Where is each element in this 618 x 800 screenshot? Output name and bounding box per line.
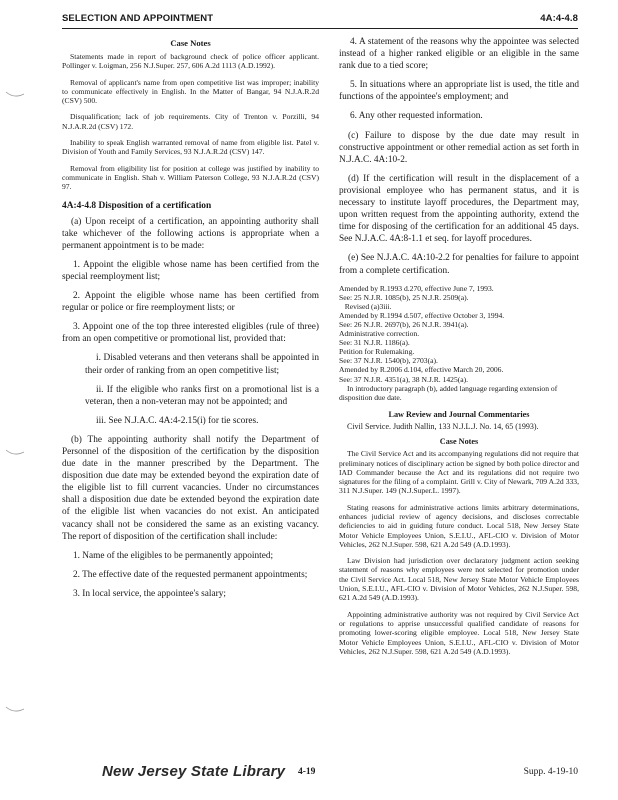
- margin-scan-mark: [4, 705, 26, 715]
- header-chapter-title: SELECTION AND APPOINTMENT: [62, 13, 214, 24]
- list-item: 2. The effective date of the requested permanent appointments;: [73, 569, 308, 580]
- page-number: 4-19: [298, 767, 316, 777]
- case-notes-heading: Case Notes: [439, 437, 479, 447]
- case-note: The Civil Service Act and its accompanying regulations did not require that preliminary notices of disciplinary action be signed by both police director and IAD Commander because the Act and its regulations did not require two signatures for the filing of a complaint. Grill v. City of Newark, 709 A.2d 333, 311 N.J.Super. 149 (N.J.Super.L. 1997).: [339, 449, 579, 496]
- case-note: Removal of applicant's name from open competitive list was improper; inability to communicate effectively in English. In the Matter of Bangar, 94 N.J.A.R.2d (CSV) 500.: [62, 77, 319, 106]
- paragraph-c: (c) Failure to dispose by the due date may result in constructive appointment or other remedial action as set forth in N.J.A.C. 4A:10-2.: [339, 130, 579, 165]
- margin-scan-mark: [4, 448, 26, 458]
- history-line: Revised (a)3iii.: [339, 301, 392, 311]
- left-column: [62, 36, 319, 607]
- law-review-heading: Law Review and Journal Commentaries: [388, 409, 530, 419]
- sub-list-item: ii. If the eligible who ranks first on a promotional list is a veteran, then a non-veteran may not be appointed; and: [85, 384, 319, 407]
- history-line: Amended by R.2006 d.104, effective March 20, 2006.: [339, 365, 504, 375]
- list-item: 3. In local service, the appointee's salary;: [73, 588, 226, 599]
- case-note: Statements made in report of background check of police officer applicant. Pollinger v. Loigman, 256 N.J.Super. 257, 606 A.2d 1113 (A.D.1992).: [62, 52, 319, 71]
- case-note: Law Division had jurisdiction over declaratory judgment action seeking statement of reasons why employees were not selected for promotion under the Civil Service Act. Local 518, New Jersey State Motor Vehicle Employees Union, S.E.I.U., AFL-CIO v. Division of Motor Vehicles, 262 N.J.Super. 598, 621 A.2d 549 (A.D.1993).: [339, 556, 579, 603]
- case-notes-heading: Case Notes: [170, 38, 211, 48]
- case-note: Appointing administrative authority was not required by Civil Service Act or regulations to apprise unsuccessful qualified candidate of reasons for promoting lower-scoring eligible employee. Local 518, New Jersey State Motor Vehicle Employees Union, S.E.I.U., AFL-CIO v. Division of Motor Vehicles, 262 N.J.Super. 598, 621 A.2d 549 (A.D.1993).: [339, 609, 579, 656]
- history-line: See: 37 N.J.R. 1540(b), 2703(a).: [339, 356, 438, 366]
- history-line: Amended by R.1993 d.270, effective June 7, 1993.: [339, 283, 494, 293]
- law-review-entry: Civil Service. Judith Nallin, 133 N.J.L.J. No. 14, 65 (1993).: [347, 421, 539, 431]
- paragraph-b: (b) The appointing authority shall notify the Department of Personnel of the disposition of the certification by the disposition due date in the manner prescribed by the Department. The disposition due date may be extended beyond the expiration date of the eligible list to fill current vacancies. Under no circumstances shall a disposition due date be extended beyond the expiration date of the eligible list when vacancies do not exist. An anticipated vacancy shall not be considered the same as an existing vacancy. The report of disposition of the certification shall include:: [62, 434, 319, 542]
- margin-scan-mark: [4, 90, 26, 100]
- history-line: Amended by R.1994 d.507, effective October 3, 1994.: [339, 310, 505, 320]
- list-item: 6. Any other requested information.: [350, 111, 483, 122]
- running-header: [62, 13, 578, 24]
- case-note: Removal from eligibility list for position at college was justified by inability to communicate in English. Shah v. William Paterson College, 93 N.J.A.R.2d (CSV) 97.: [62, 163, 319, 192]
- paragraph-a: (a) Upon receipt of a certification, an appointing authority shall take whichever of the following actions is appropriate when a permanent appointment is to be made:: [62, 216, 319, 251]
- header-section-number: 4A:4-4.8: [540, 13, 578, 24]
- history-line: See: 26 N.J.R. 2697(b), 26 N.J.R. 3941(a).: [339, 319, 469, 329]
- history-line: Administrative correction.: [339, 329, 420, 339]
- history-line: See: 37 N.J.R. 4351(a), 38 N.J.R. 1425(a).: [339, 374, 469, 384]
- supplement-date: Supp. 4-19-10: [523, 767, 578, 777]
- list-item: 3. Appoint one of the top three interested eligibles (rule of three) from an open competitive or promotional list, provided that:: [62, 322, 319, 345]
- history-notes: [339, 284, 579, 402]
- right-column: [339, 36, 579, 663]
- list-item: 1. Name of the eligibles to be permanently appointed;: [73, 550, 274, 561]
- list-item: 5. In situations where an appropriate list is used, the title and functions of the appointee's employment; and: [339, 80, 579, 103]
- history-line: See: 31 N.J.R. 1186(a).: [339, 338, 410, 348]
- sub-list-item: iii. See N.J.A.C. 4A:4-2.15(i) for tie scores.: [96, 415, 259, 426]
- sub-list-item: i. Disabled veterans and then veterans shall be appointed in their order of ranking from an open competitive list;: [85, 353, 319, 376]
- list-item: 1. Appoint the eligible whose name has been certified from the special reemployment list;: [62, 259, 319, 282]
- history-line: Petition for Rulemaking.: [339, 347, 415, 357]
- paragraph-e: (e) See N.J.A.C. 4A:10-2.2 for penalties for failure to appoint from a complete certification.: [339, 253, 579, 276]
- paragraph-d: (d) If the certification will result in the displacement of a provisional employee who has permanent status, and it is necessary to institute layoff procedures, the Department may, upon written request from the appointing authority, extend the time for disposing of the certification for an additional 45 days. See N.J.A.C. 4A:8-1.1 et seq. for layoff procedures.: [339, 173, 579, 245]
- header-rule: [62, 28, 578, 29]
- list-item: 4. A statement of the reasons why the appointee was selected instead of a higher ranked eligible or an eligible in the same rank due to a tied score;: [339, 37, 579, 72]
- list-item: 2. Appoint the eligible whose name has been certified from regular or police or fire reemployment lists; or: [62, 291, 319, 314]
- library-watermark: New Jersey State Library: [102, 763, 286, 780]
- case-note: Inability to speak English warranted removal of name from eligible list. Patel v. Division of Youth and Family Services, 93 N.J.A.R.2d (CSV) 147.: [62, 138, 319, 157]
- case-note: Stating reasons for administrative actions limits arbitrary determinations, enhances judicial review of agency decisions, and discloses correctable deficiencies to aid in guiding future conduct. Local 518, New Jersey State Motor Vehicle Employees Union, S.E.I.U., AFL-CIO v. Division of Motor Vehicles, 262 N.J.Super. 598, 621 A.2d 549 (A.D.1993).: [339, 502, 579, 549]
- history-note: In introductory paragraph (b), added language regarding extension of disposition due date.: [339, 383, 558, 402]
- case-note: Disqualification; lack of job requirements. City of Trenton v. Porzilli, 94 N.J.A.R.2d (CSV) 172.: [62, 112, 319, 131]
- section-title: 4A:4-4.8 Disposition of a certification: [62, 200, 212, 211]
- history-line: See: 25 N.J.R. 1085(b), 25 N.J.R. 2509(a).: [339, 292, 469, 302]
